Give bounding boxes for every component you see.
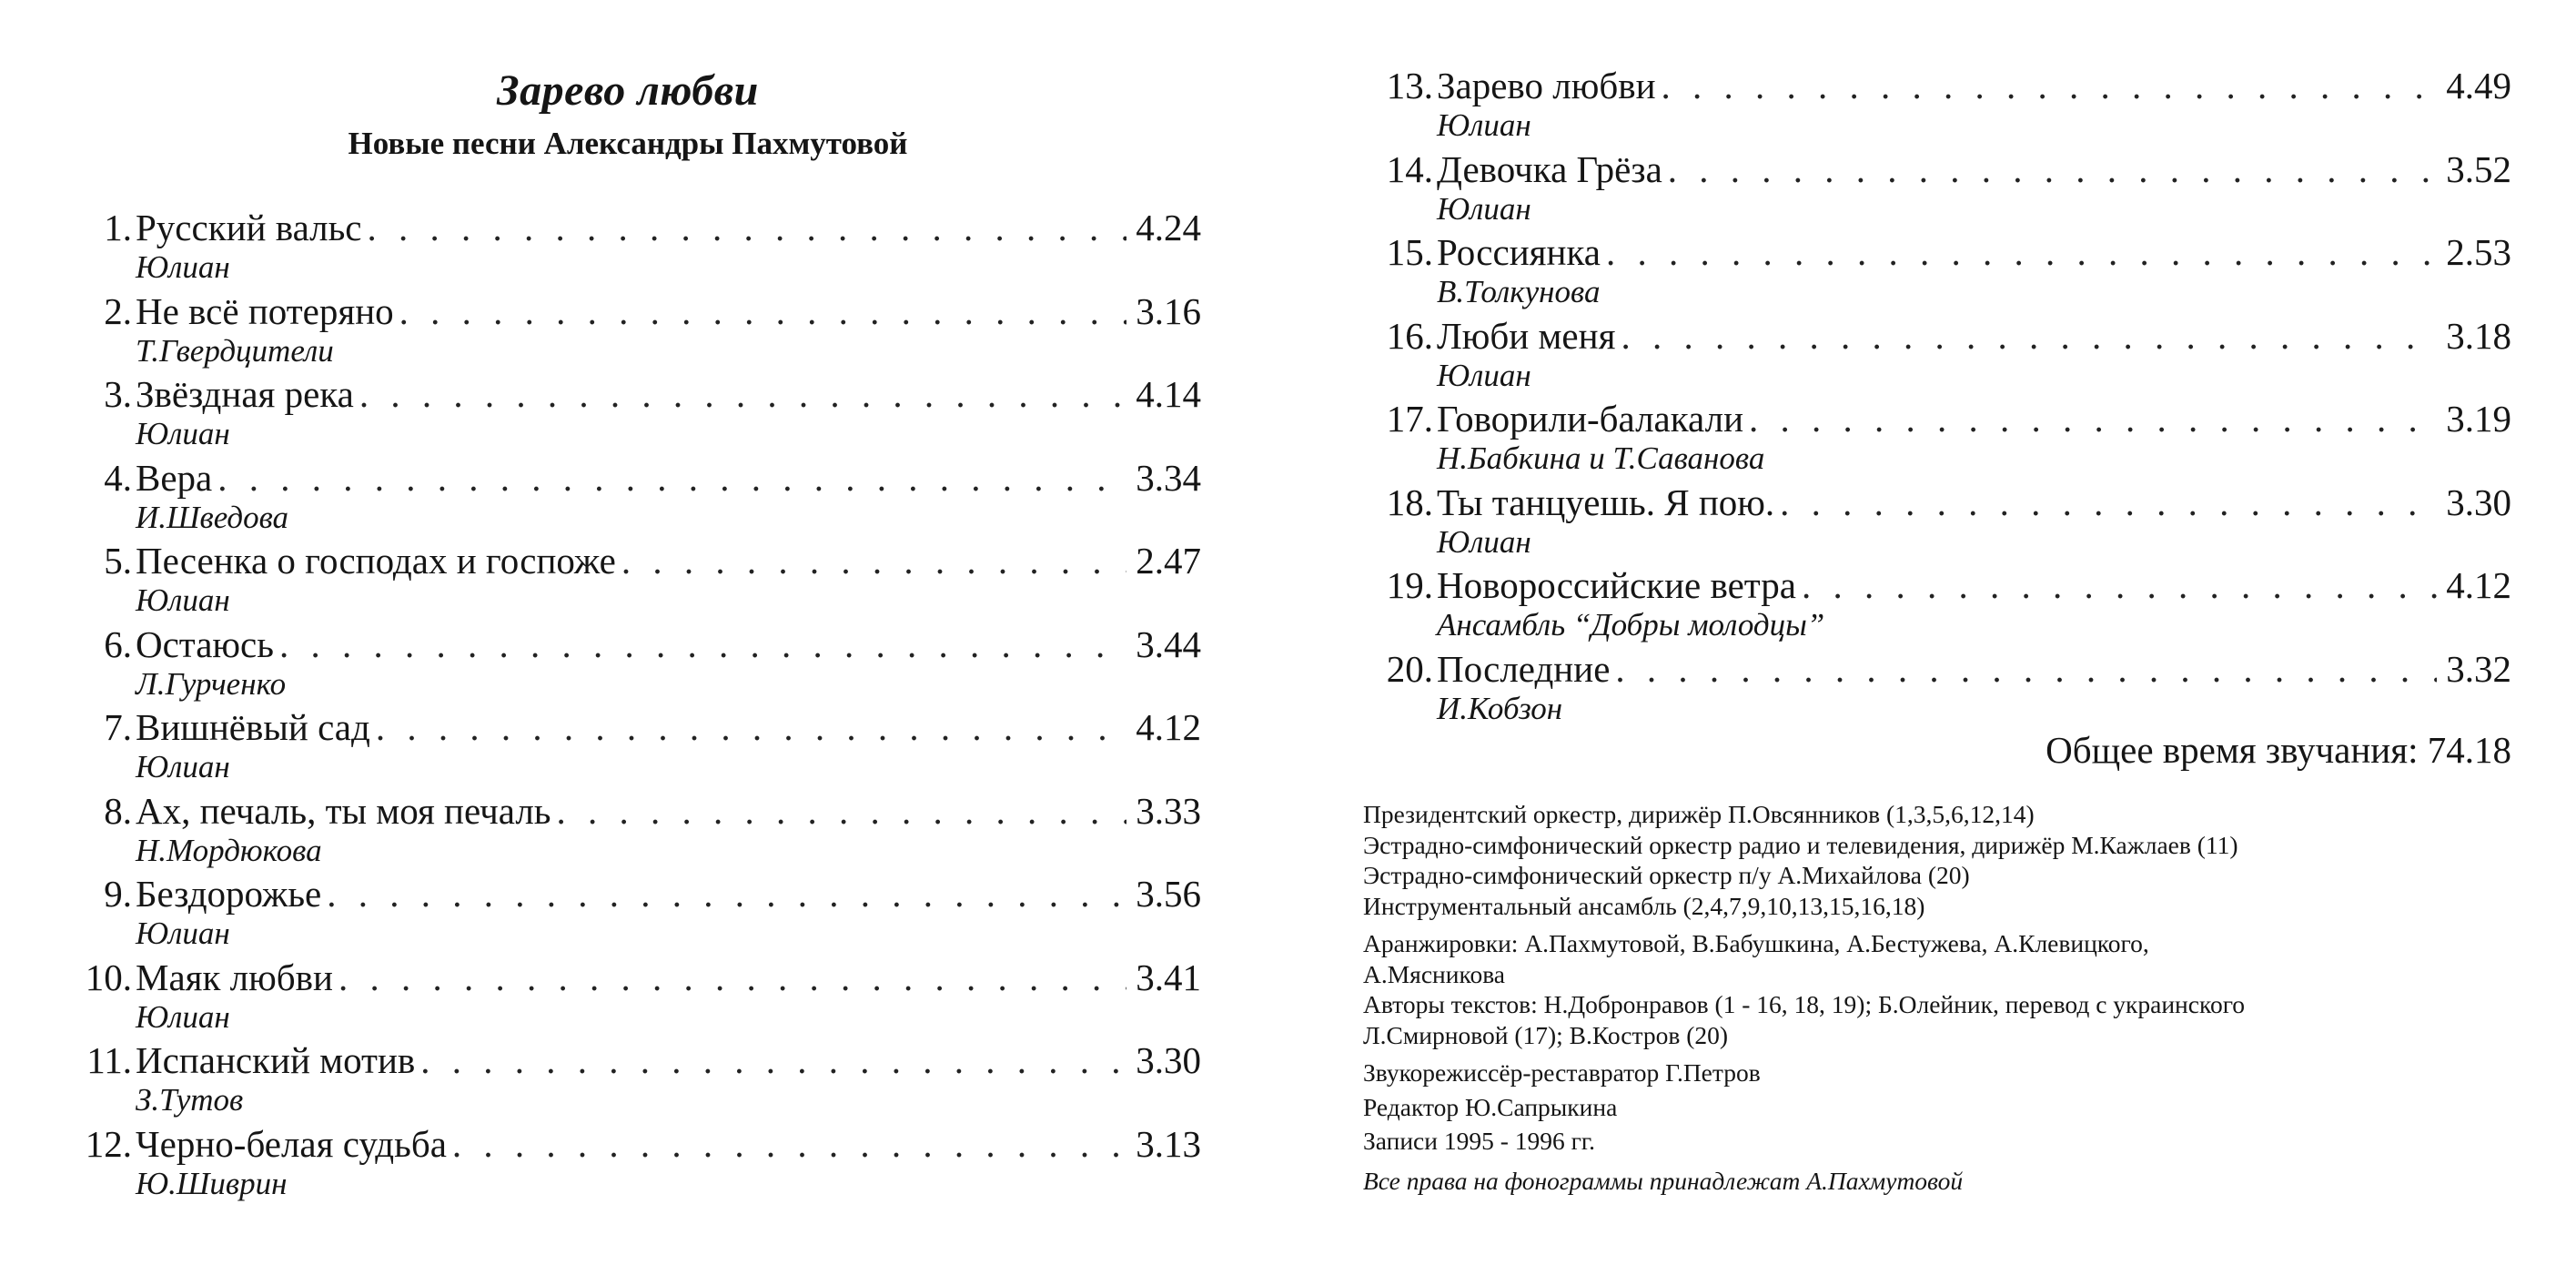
track-title: Зарево любви [1437, 65, 1656, 106]
track-item [55, 289, 1201, 373]
track-artist: Юлиан [136, 998, 230, 1035]
track-item [1356, 64, 2511, 147]
track-line [1356, 397, 2511, 440]
track-number: 5. [104, 540, 132, 582]
dot-leader [376, 705, 1126, 749]
track-line [1356, 314, 2511, 358]
track-number: 2. [104, 289, 132, 332]
credit-engineer: Звукорежиссёр-реставратор Г.Петров [1363, 1058, 1761, 1087]
track-title: Черно-белая судьба [136, 1122, 447, 1165]
track-item [55, 872, 1201, 956]
track-title: Россиянка [1437, 231, 1601, 273]
track-title: Последние [1437, 647, 1611, 690]
track-item [55, 539, 1201, 622]
dot-leader [1606, 230, 2437, 274]
right-page [1356, 0, 2511, 1285]
track-duration: 3.13 [1136, 1122, 1201, 1165]
track-duration: 3.52 [2446, 147, 2511, 190]
track-line [55, 206, 1201, 249]
track-duration: 3.16 [1136, 289, 1201, 332]
credit-lyrics: Авторы текстов: Н.Добронравов (1 - 16, 18, 19); Б.Олейник, перевод с украинского [1363, 990, 2246, 1018]
credit-orchestra: Президентский оркестр, дирижёр П.Овсянников (1,3,5,6,12,14) [1363, 800, 2035, 828]
track-item [1356, 397, 2511, 481]
track-artist: Т.Гвердцители [136, 332, 334, 369]
track-line [1356, 147, 2511, 191]
track-line [1356, 563, 2511, 607]
track-line [1356, 230, 2511, 274]
track-duration: 4.49 [2446, 65, 2511, 106]
dot-leader [420, 1038, 1126, 1082]
track-title: Говорили-балакали [1437, 398, 1744, 440]
track-item [1356, 647, 2511, 731]
credit-orchestra: Эстрадно-симфонический оркестр п/у А.Михайлова (20) [1363, 861, 1970, 889]
tracklist-left [55, 206, 1201, 1205]
track-duration: 4.12 [1136, 706, 1201, 748]
dot-leader [217, 456, 1126, 500]
total-time: Общее время звучания: 74.18 [2046, 729, 2511, 771]
track-line [55, 372, 1201, 416]
track-line [55, 456, 1201, 500]
track-duration: 4.14 [1136, 373, 1201, 415]
track-artist: Юлиан [136, 916, 230, 951]
track-line [55, 956, 1201, 999]
track-number: 14. [1386, 147, 1433, 190]
credits-spacer [1363, 921, 2511, 928]
track-item [55, 705, 1201, 789]
track-number: 6. [104, 622, 132, 665]
track-item [55, 1122, 1201, 1206]
dot-leader [1615, 647, 2437, 691]
track-line [55, 1038, 1201, 1082]
credit-arrangements: Аранжировки: А.Пахмутовой, В.Бабушкина, А.Бестужева, А.Клевицкого, [1363, 929, 2149, 957]
track-number: 1. [104, 207, 132, 248]
track-duration: 3.34 [1136, 456, 1201, 499]
credit-lyrics-cont: Л.Смирновой (17); В.Костров (20) [1363, 1020, 1729, 1049]
track-title: Ах, печаль, ты моя печаль [136, 789, 551, 832]
track-line [55, 622, 1201, 666]
track-item [1356, 147, 2511, 231]
track-duration: 2.53 [2446, 231, 2511, 273]
dot-leader [1749, 397, 2437, 440]
track-artist: Юлиан [136, 416, 230, 451]
track-number: 4. [104, 456, 132, 499]
track-item [55, 789, 1201, 873]
credit-arrangements-cont: А.Мясникова [1363, 959, 1506, 988]
track-title: Не всё потеряно [136, 289, 394, 332]
track-artist: Ансамбль “Добры молодцы” [1437, 607, 1825, 642]
track-number: 8. [104, 789, 132, 832]
track-artist: Н.Мордюкова [136, 832, 322, 868]
track-artist: В.Толкунова [1437, 274, 1601, 309]
dot-leader [279, 622, 1126, 666]
track-line [55, 705, 1201, 749]
track-line [1356, 647, 2511, 691]
album-subtitle: Новые песни Александры Пахмутовой [348, 126, 908, 161]
track-title: Бездорожье [136, 873, 322, 915]
track-number: 20. [1386, 647, 1433, 690]
credit-editor: Редактор Ю.Сапрыкина [1363, 1092, 1618, 1121]
track-item [55, 456, 1201, 540]
track-title: Девочка Грёза [1437, 147, 1662, 190]
track-artist: Юлиан [136, 249, 230, 285]
tracklist-right [1356, 64, 2511, 730]
track-duration: 3.32 [2446, 647, 2511, 690]
track-artist: Юлиан [1437, 107, 1531, 143]
track-line [55, 872, 1201, 916]
track-number: 16. [1386, 314, 1433, 357]
track-item [55, 622, 1201, 706]
album-title: Зарево любви [497, 66, 759, 115]
track-duration: 3.30 [1136, 1039, 1201, 1081]
track-number: 3. [104, 373, 132, 415]
dot-leader [359, 372, 1126, 416]
credit-orchestra: Инструментальный ансамбль (2,4,7,9,10,13,15,16,18) [1363, 891, 1925, 920]
track-item [55, 1038, 1201, 1122]
track-title: Испанский мотив [136, 1039, 416, 1081]
track-number: 13. [1386, 65, 1433, 106]
track-artist: Юлиан [1437, 190, 1531, 227]
track-artist: Юлиан [1437, 357, 1531, 393]
credit-orchestra: Эстрадно-симфонический оркестр радио и телевидения, дирижёр М.Кажлаев (11) [1363, 830, 2238, 859]
track-line [1356, 64, 2511, 107]
credits [1363, 799, 2511, 1196]
track-title: Звёздная река [136, 373, 354, 415]
dot-leader [1780, 481, 2437, 524]
track-artist: Юлиан [1437, 523, 1531, 560]
dot-leader [557, 789, 1127, 833]
credits-spacer [1363, 1050, 2511, 1057]
track-item [55, 206, 1201, 289]
track-title: Ты танцуешь. Я пою. [1437, 481, 1775, 523]
track-duration: 3.41 [1136, 956, 1201, 998]
track-duration: 2.47 [1136, 540, 1201, 582]
track-line [55, 1122, 1201, 1166]
left-page [55, 0, 1201, 1285]
track-duration: 3.18 [2446, 314, 2511, 357]
track-artist: Ю.Шиврин [136, 1165, 288, 1201]
dot-leader [1802, 563, 2437, 607]
track-number: 18. [1386, 481, 1433, 523]
track-duration: 3.44 [1136, 622, 1201, 665]
track-item [55, 372, 1201, 456]
track-title: Новороссийские ветра [1437, 564, 1796, 606]
track-duration: 4.12 [2446, 564, 2511, 606]
track-artist: Юлиан [136, 582, 230, 618]
track-title: Русский вальс [136, 207, 362, 248]
dot-leader [1662, 64, 2438, 107]
track-artist: Юлиан [136, 749, 230, 784]
track-number: 10. [85, 956, 132, 998]
track-item [55, 956, 1201, 1039]
dot-leader [367, 206, 1126, 249]
dot-leader [327, 872, 1126, 916]
dot-leader [1668, 147, 2437, 191]
track-line [55, 539, 1201, 582]
track-duration: 3.56 [1136, 873, 1201, 915]
track-title: Люби меня [1437, 314, 1616, 357]
track-artist: И.Шведова [136, 499, 289, 535]
track-duration: 3.30 [2446, 481, 2511, 523]
track-item [1356, 481, 2511, 564]
track-item [1356, 314, 2511, 398]
track-artist: З.Тутов [136, 1082, 244, 1118]
track-duration: 4.24 [1136, 207, 1201, 248]
track-line [55, 289, 1201, 333]
track-title: Вишнёвый сад [136, 706, 370, 748]
dot-leader [338, 956, 1126, 999]
track-title: Остаюсь [136, 622, 274, 665]
track-artist: Л.Гурченко [136, 665, 287, 702]
track-duration: 3.33 [1136, 789, 1201, 832]
track-artist: Н.Бабкина и Т.Саванова [1437, 440, 1765, 476]
track-title: Песенка о господах и госпоже [136, 540, 616, 582]
track-item [1356, 563, 2511, 647]
track-number: 7. [104, 706, 132, 748]
track-title: Вера [136, 456, 213, 499]
track-duration: 3.19 [2446, 398, 2511, 440]
track-number: 12. [85, 1122, 132, 1165]
track-number: 9. [104, 873, 132, 915]
track-number: 17. [1386, 398, 1433, 440]
track-number: 15. [1386, 231, 1433, 273]
track-number: 19. [1386, 564, 1433, 606]
track-number: 11. [86, 1039, 132, 1081]
dot-leader [452, 1122, 1126, 1166]
dot-leader [1621, 314, 2437, 358]
track-line [1356, 481, 2511, 524]
track-artist: И.Кобзон [1437, 690, 1563, 726]
dot-leader [399, 289, 1127, 333]
dot-leader [621, 539, 1126, 582]
track-line [55, 789, 1201, 833]
track-item [1356, 230, 2511, 314]
credit-recorded: Записи 1995 - 1996 гг. [1363, 1127, 1595, 1155]
track-title: Маяк любви [136, 956, 333, 998]
credit-rights: Все права на фонограммы принадлежат А.Пахмутовой [1363, 1166, 1964, 1195]
